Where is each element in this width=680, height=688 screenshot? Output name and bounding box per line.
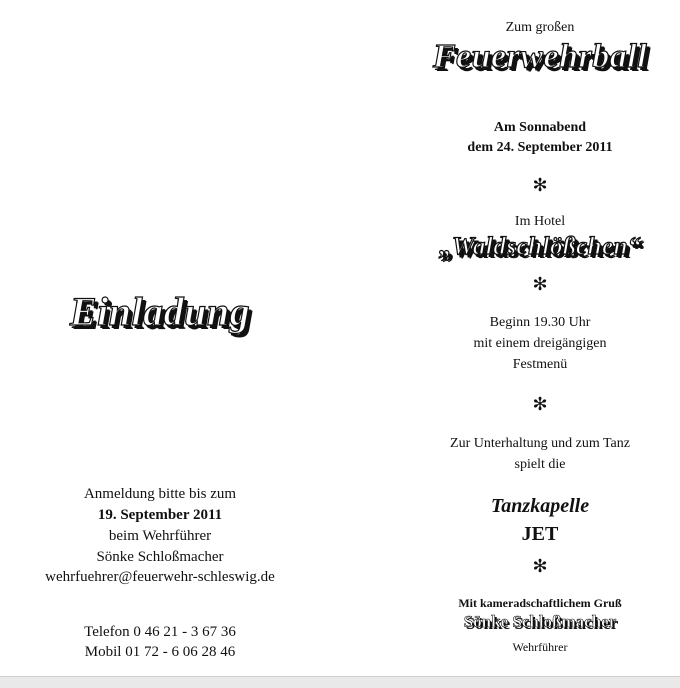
role: Wehrführer [512,640,568,654]
registration-name: Sönke Schloßmacher [96,549,224,565]
begin-menu: mit einem dreigängigen [473,336,607,351]
left-panel [0,0,320,676]
separator-star-2: ✻ [532,274,548,294]
event-title: Feuerwehrball [432,38,648,75]
separator-star-1: ✻ [532,175,548,195]
phone-number: Telefon 0 46 21 - 3 67 36 [84,624,236,640]
event-date: dem 24. September 2011 [467,140,613,155]
band-name: JET [521,523,559,545]
invitation-title: Einladung [69,289,251,334]
separator-star-3: ✻ [532,394,548,414]
hotel-intro: Im Hotel [514,214,566,229]
hotel-name: „Waldschlößchen“ [439,233,641,260]
event-day: Am Sonnabend [493,120,587,135]
begin-festmenu: Festmenü [512,357,568,372]
registration-recipient: beim Wehrführer [108,528,212,544]
entertainment-line-2: spielt die [514,457,566,472]
separator-star-4: ✻ [532,556,548,576]
signature: Sönke Schloßmacher [463,612,617,631]
mobile-number: Mobil 01 72 - 6 06 28 46 [84,644,236,660]
registration-email: wehrfuehrer@feuerwehr-schleswig.de [45,569,275,585]
band-label: Tanzkapelle [490,495,590,517]
right-panel [400,0,680,676]
intro-text: Zum großen [505,20,575,35]
viewer-bottom-edge [0,676,680,688]
registration-line: Anmeldung bitte bis zum [83,486,237,502]
registration-deadline: 19. September 2011 [97,507,223,523]
greeting: Mit kameradschaftlichem Gruß [458,596,622,610]
begin-time: Beginn 19.30 Uhr [489,315,591,330]
entertainment-line: Zur Unterhaltung und zum Tanz [450,436,630,451]
